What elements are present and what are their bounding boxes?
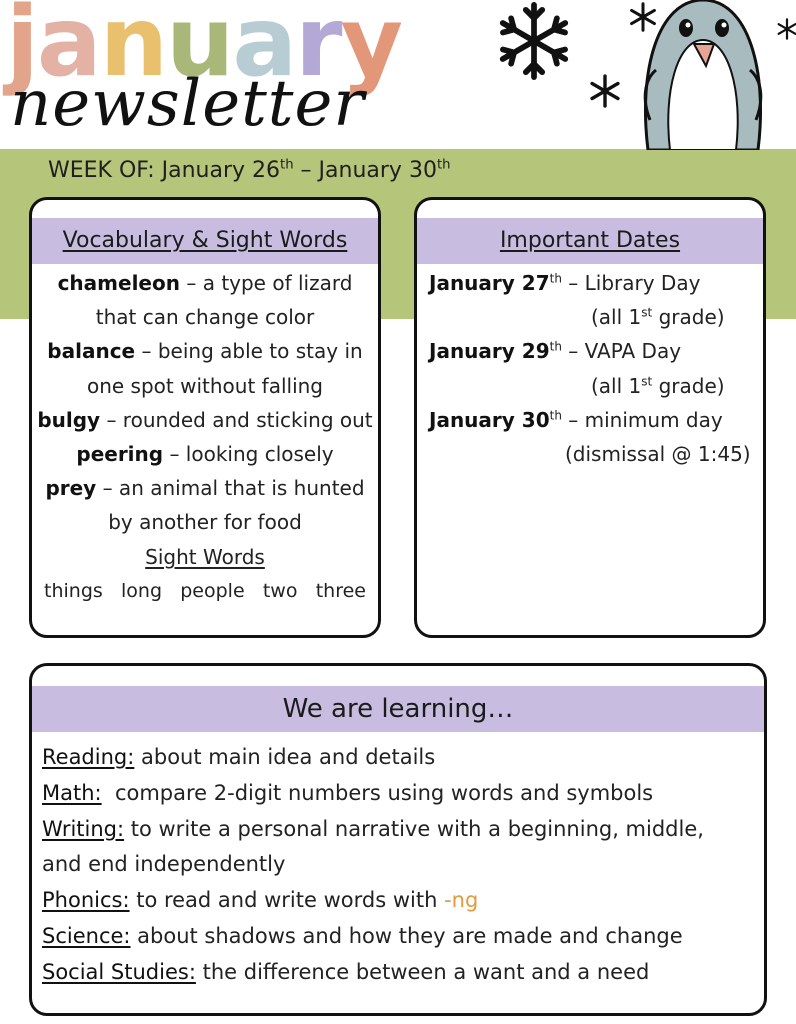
title-letter: r bbox=[295, 0, 341, 98]
title-letter: n bbox=[99, 0, 167, 98]
newsletter-title bbox=[0, 0, 560, 150]
dates-list bbox=[417, 264, 763, 471]
subject-label: Reading: bbox=[42, 745, 135, 769]
title-letter: u bbox=[166, 0, 233, 98]
date-note: (all 1st grade) bbox=[591, 305, 725, 330]
date-item: January 29th – VAPA Day bbox=[429, 339, 682, 364]
date-note: (all 1st grade) bbox=[591, 373, 725, 398]
vocabulary-card bbox=[29, 197, 381, 638]
vocab-entry: chameleon – a type of lizard that can change color bbox=[57, 271, 353, 330]
vocab-entry: peering – looking closely bbox=[76, 442, 334, 467]
title-letter: y bbox=[340, 0, 402, 98]
subject-label: Science: bbox=[42, 923, 131, 948]
vocab-entry: prey – an animal that is hunted by another for food bbox=[45, 476, 365, 535]
subject-item: Social Studies: the difference between a want and a need bbox=[42, 959, 650, 984]
vocabulary-list bbox=[32, 264, 378, 608]
subject-item: Math: compare 2-digit numbers using words and symbols bbox=[42, 780, 654, 805]
subject-label: Phonics: bbox=[42, 888, 130, 913]
subject-label: Writing: bbox=[42, 816, 125, 841]
title-letter: j bbox=[6, 0, 37, 98]
title-newsletter: newsletter bbox=[10, 67, 365, 141]
learning-card bbox=[29, 663, 767, 1016]
phonics-pattern: -ng bbox=[444, 888, 479, 913]
learning-heading: We are learning… bbox=[32, 686, 764, 732]
sight-word: two bbox=[262, 579, 298, 602]
snowflake-icon bbox=[486, 0, 582, 82]
important-dates-card bbox=[414, 197, 766, 638]
sight-words-heading: Sight Words bbox=[145, 544, 265, 569]
date-note: (dismissal @ 1:45) bbox=[565, 442, 751, 467]
date-item: January 30th – minimum day bbox=[429, 407, 723, 432]
title-letter: a bbox=[232, 0, 296, 98]
important-dates-heading: Important Dates bbox=[417, 218, 763, 264]
sight-word: people bbox=[180, 579, 245, 602]
learning-list bbox=[32, 732, 764, 991]
sight-word: things bbox=[44, 579, 103, 602]
penguin-icon bbox=[628, 0, 778, 150]
sight-word: long bbox=[121, 579, 163, 602]
sight-words-list bbox=[36, 574, 374, 608]
sight-word: three bbox=[315, 579, 366, 602]
subject-label: Math: bbox=[42, 780, 102, 805]
snowflake-icon bbox=[588, 74, 622, 108]
vocab-entry: balance – being able to stay in one spot without falling bbox=[47, 339, 363, 398]
snowflake-icon bbox=[776, 14, 796, 44]
subject-item: Phonics: to read and write words with -ng bbox=[42, 888, 479, 913]
date-item: January 27th – Library Day bbox=[429, 271, 701, 295]
subject-item: Writing: to write a personal narrative with a beginning, middle, and end independently bbox=[42, 816, 704, 877]
subject-item: Reading: about main idea and details bbox=[42, 745, 436, 769]
vocabulary-heading: Vocabulary & Sight Words bbox=[32, 218, 378, 264]
title-letter: a bbox=[36, 0, 100, 98]
subject-label: Social Studies: bbox=[42, 959, 196, 984]
vocab-entry: bulgy – rounded and sticking out bbox=[37, 407, 373, 432]
week-of-line: WEEK OF: January 26th – January 30th bbox=[48, 157, 451, 183]
subject-item: Science: about shadows and how they are made and change bbox=[42, 923, 683, 948]
